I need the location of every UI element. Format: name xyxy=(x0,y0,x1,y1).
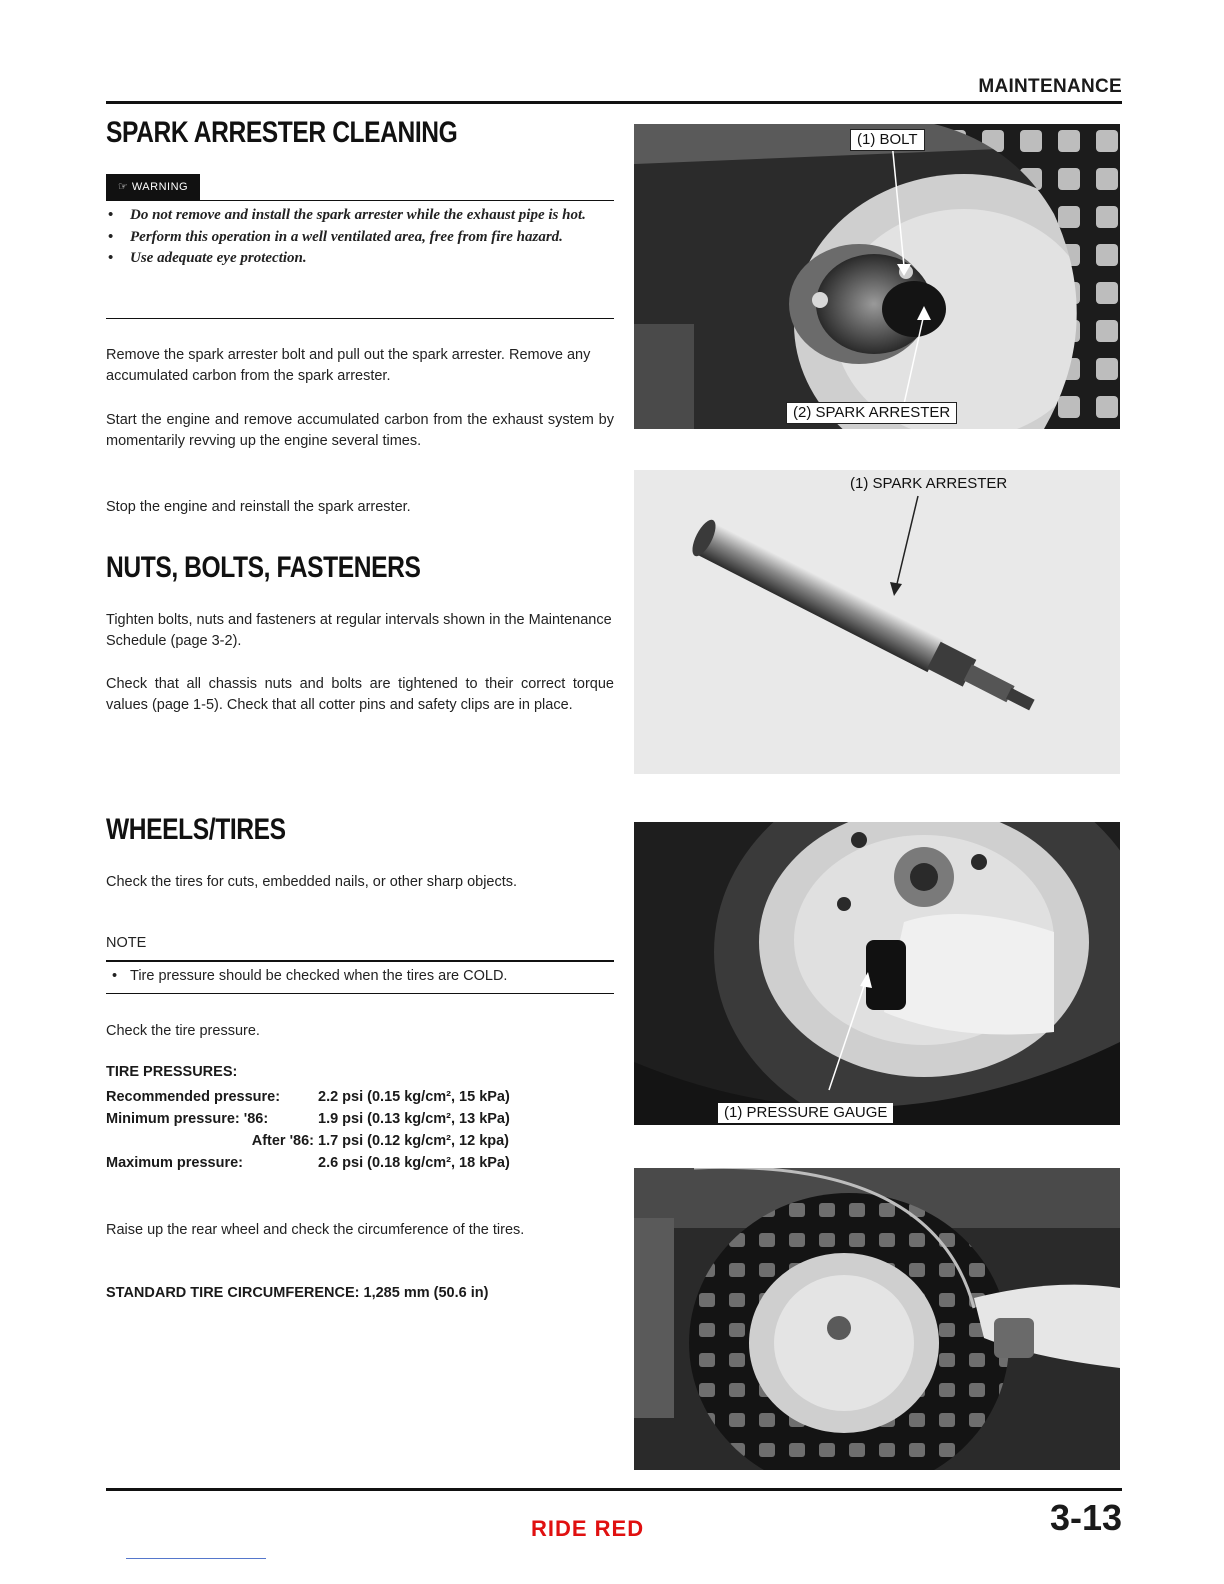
pressure-label: Minimum pressure: '86: xyxy=(106,1111,269,1127)
warning-badge xyxy=(106,174,200,200)
pressure-value: 1.7 psi (0.12 kg/cm², 12 kpa) xyxy=(318,1133,510,1149)
photo-spark-arrester-installed xyxy=(634,124,1120,429)
pressure-label: Maximum pressure: xyxy=(106,1155,243,1171)
warning-item: • Perform this operation in a well ventilated area, free from fire hazard. xyxy=(106,227,614,249)
warning-hand-icon: ☞ xyxy=(117,181,129,193)
heading-wheels-tires: WHEELS/TIRES xyxy=(106,813,286,846)
spark-paragraph-3: Stop the engine and reinstall the spark arrester. xyxy=(106,499,411,515)
photo-spark-arrester-installed-image xyxy=(634,124,1120,429)
wheels-paragraph-3: Raise up the rear wheel and check the circumference of the tires. xyxy=(106,1222,525,1238)
pressure-value: 2.2 psi (0.15 kg/cm², 15 kPa) xyxy=(318,1089,510,1105)
standard-tire-circumference: STANDARD TIRE CIRCUMFERENCE: 1,285 mm (50.6 in) xyxy=(106,1285,489,1301)
tire-pressures-title: TIRE PRESSURES: xyxy=(106,1064,238,1080)
page-number: 3-13 xyxy=(1049,1497,1122,1538)
footer-link-line xyxy=(126,1558,266,1559)
brand-logo: RIDE RED xyxy=(531,1516,645,1541)
figure-label: (1) BOLT xyxy=(850,129,925,151)
pressure-row xyxy=(106,1152,510,1174)
photo-pressure-gauge-image xyxy=(634,822,1120,1125)
heading-spark-arrester: SPARK ARRESTER CLEANING xyxy=(106,116,458,149)
photo-spark-arrester-removed xyxy=(634,470,1120,774)
tire-pressures-table xyxy=(106,1086,510,1174)
spark-paragraph-1: Remove the spark arrester bolt and pull out the spark arrester. Remove any accumulated carbon from the spark arrester. xyxy=(106,347,591,384)
figure-label: (2) SPARK ARRESTER xyxy=(786,402,957,424)
spark-paragraph-2: Start the engine and remove accumulated carbon from the exhaust system by momentarily revving up the engine several times. xyxy=(106,412,614,449)
photo-pressure-gauge xyxy=(634,822,1120,1125)
figure-label: (1) PRESSURE GAUGE xyxy=(718,1103,893,1123)
note-label: NOTE xyxy=(106,935,147,951)
pressure-value: 2.6 psi (0.18 kg/cm², 18 kPa) xyxy=(318,1155,510,1171)
warning-item: • Use adequate eye protection. xyxy=(106,248,614,270)
figure-label: (1) SPARK ARRESTER xyxy=(850,475,1008,492)
note-rule-bottom xyxy=(106,993,614,994)
pressure-value: 1.9 psi (0.13 kg/cm², 13 kPa) xyxy=(318,1111,510,1127)
photo-tire-circumference-image xyxy=(634,1168,1120,1470)
warning-item: • Do not remove and install the spark arrester while the exhaust pipe is hot. xyxy=(106,205,614,227)
heading-nuts-bolts: NUTS, BOLTS, FASTENERS xyxy=(106,551,421,584)
pressure-label: After '86: xyxy=(251,1133,314,1149)
nuts-paragraph-2: Check that all chassis nuts and bolts are tightened to their correct torque values (page 1-5). Check that all cotter pins and safety clips are in place. xyxy=(106,676,614,713)
header-rule xyxy=(106,101,1122,104)
nuts-paragraph-1: Tighten bolts, nuts and fasteners at regular intervals shown in the Maintenance Schedule (page 3-2). xyxy=(106,612,612,649)
photo-spark-arrester-removed-image xyxy=(634,470,1120,774)
warning-rule xyxy=(106,318,614,319)
wheels-paragraph-2: Check the tire pressure. xyxy=(106,1023,260,1039)
wheels-paragraph-1: Check the tires for cuts, embedded nails, or other sharp objects. xyxy=(106,874,518,890)
pressure-label: Recommended pressure: xyxy=(106,1089,281,1105)
pressure-row xyxy=(106,1130,510,1152)
section-title: MAINTENANCE xyxy=(978,76,1122,97)
photo-tire-circumference xyxy=(634,1168,1120,1470)
warning-list xyxy=(106,205,614,270)
note-rule-top xyxy=(106,960,614,962)
pressure-row xyxy=(106,1108,510,1130)
footer-rule xyxy=(106,1488,1122,1491)
warning-label: WARNING xyxy=(131,181,189,193)
warning-bar xyxy=(106,174,614,201)
note-item: • Tire pressure should be checked when the tires are COLD. xyxy=(106,966,614,987)
pressure-row xyxy=(106,1086,510,1108)
